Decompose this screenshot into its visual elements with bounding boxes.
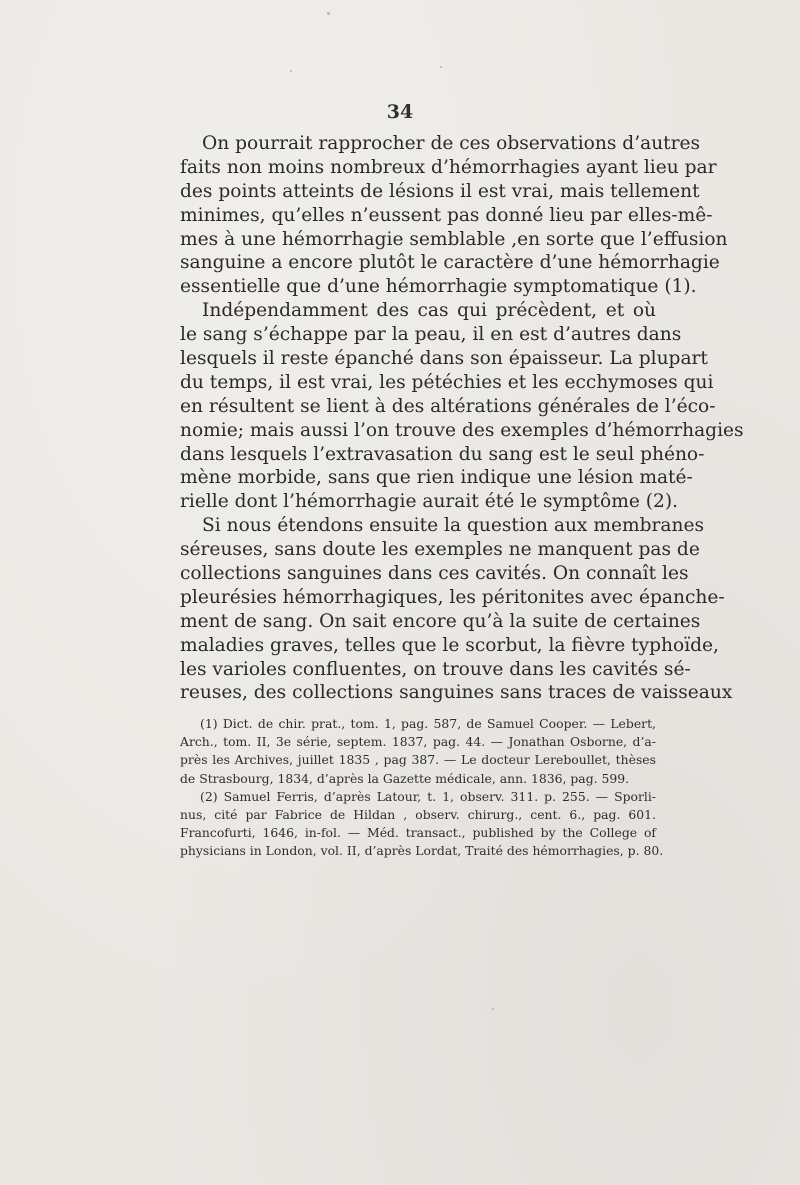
text-line: maladies graves, telles que le scorbut, la fièvre typhoïde, xyxy=(180,634,719,656)
footnote-line: (1) Dict. de chir. prat., tom. 1, pag. 587, de Samuel Cooper. — Lebert, xyxy=(200,716,656,731)
text-line: les varioles confluentes, on trouve dans les cavités sé- xyxy=(180,658,691,680)
text-line: minimes, qu’elles n’eussent pas donné lieu par elles-mê- xyxy=(180,204,713,226)
footnote-line: de Strasbourg, 1834, d’après la Gazette médicale, ann. 1836, pag. 599. xyxy=(180,770,630,786)
body-text xyxy=(180,132,744,705)
text-line: faits non moins nombreux d’hémorrhagies ayant lieu par xyxy=(180,156,717,178)
text-line: nomie; mais aussi l’on trouve des exemples d’hémorrhagies xyxy=(180,419,744,441)
text-line: reuses, des collections sanguines sans traces de vaisseaux xyxy=(180,682,733,704)
text-line: des points atteints de lésions il est vrai, mais tellement xyxy=(180,180,700,202)
text-line: Si nous étendons ensuite la question aux membranes xyxy=(202,515,704,537)
text-line: essentielle que d’une hémorrhagie symptomatique (1). xyxy=(180,276,697,298)
text-line: sanguine a encore plutôt le caractère d’une hémorrhagie xyxy=(180,252,720,274)
text-line: rielle dont l’hémorrhagie aurait été le symptôme (2). xyxy=(180,491,679,513)
text-line: mène morbide, sans que rien indique une lésion maté- xyxy=(180,467,693,489)
text-line: pleurésies hémorrhagiques, les péritonites avec épanche- xyxy=(180,586,725,608)
footnote-line: physicians in London, vol. II, d’après Lordat, Traité des hémorrhagies, p. 80. xyxy=(180,843,664,859)
footnote-line: Arch., tom. II, 3e série, septem. 1837, pag. 44. — Jonathan Osborne, d’a- xyxy=(180,734,656,750)
footnote-line: Francofurti, 1646, in-fol. — Méd. transact., published by the College of xyxy=(180,825,656,841)
footnote-line: (2) Samuel Ferris, d’après Latour, t. 1, observ. 311. p. 255. — Sporli- xyxy=(200,788,656,804)
text-line: dans lesquels l’extravasation du sang est le seul phéno- xyxy=(180,443,705,465)
paper-speck xyxy=(290,70,292,72)
paper-speck xyxy=(440,66,442,68)
text-line: ment de sang. On sait encore qu’à la suite de certaines xyxy=(180,610,701,632)
text-line: Indépendamment des cas qui précèdent, et où xyxy=(202,300,656,322)
footnotes xyxy=(180,715,664,861)
footnote-line: près les Archives, juillet 1835 , pag 387. — Le docteur Lereboullet, thèses xyxy=(180,752,656,768)
text-line: le sang s’échappe par la peau, il en est d’autres dans xyxy=(180,324,682,346)
page-number: 34 xyxy=(386,101,414,123)
paper-speck xyxy=(327,12,330,15)
text-line: séreuses, sans doute les exemples ne manquent pas de xyxy=(180,539,700,561)
text-line: du temps, il est vrai, les pétéchies et les ecchymoses qui xyxy=(180,371,714,393)
footnote-line: nus, cité par Fabrice de Hildan , observ. chirurg., cent. 6., pag. 601. xyxy=(180,806,656,822)
text-line: lesquels il reste épanché dans son épaisseur. La plupart xyxy=(180,348,708,370)
text-line: On pourrait rapprocher de ces observations d’autres xyxy=(202,133,701,154)
text-line: en résultent se lient à des altérations générales de l’éco- xyxy=(180,395,716,417)
paper-speck xyxy=(492,1008,494,1010)
text-line: mes à une hémorrhagie semblable ,en sorte que l’effusion xyxy=(180,228,728,250)
text-line: collections sanguines dans ces cavités. On connaît les xyxy=(180,563,689,585)
